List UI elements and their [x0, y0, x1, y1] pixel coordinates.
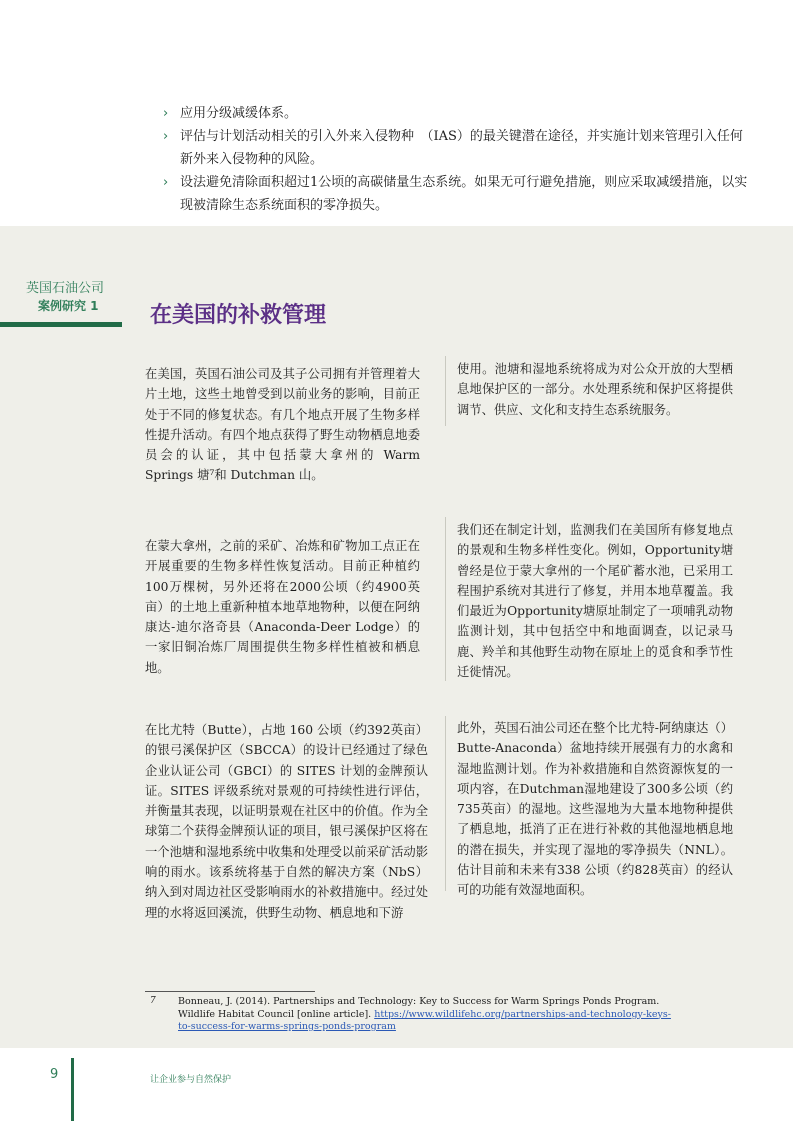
list-item [163, 171, 753, 217]
column-divider [445, 517, 446, 681]
paragraph-services: 使用。池塘和湿地系统将成为对公众开放的大型栖息地保护区的一部分。水处理系统和保护区将提供调节、供应、文化和支持生态系统服务。 [457, 362, 733, 417]
footnote [178, 996, 678, 1034]
paragraph-butte: 在比尤特（Butte），占地 160 公顷（约392英亩）的银弓溪保护区（SBCCA）的设计已经通过了绿色企业认证公司（GBCI）的 SITES 计划的金牌预认证。SITES 评级系统对景观的可持续性进行评估，并衡量其表现，以证明景观在社区中的价值。作为全球第二个获得金牌预认证的项目，银弓溪保护区将在一个池塘和湿地系统中收集和处理受以前采矿活动影响的雨水。该系统将基于自然的解决方案（NbS） 纳入到对周边社区受影响雨水的补救措施中。经过处理的水将返回溪流，供野生动物、栖息地和下游 [145, 723, 428, 920]
paragraph-us-lands: 在美国，英国石油公司及其子公司拥有并管理着大片土地，这些土地曾受到以前业务的影响，目前正处于不同的修复状态。有几个地点开展了生物多样性提升活动。有四个地点获得了野生动物栖息地委员会的认证，其中包括蒙大拿州的 Warm Springs 塘⁷和 Dutchman 山。 [145, 367, 420, 483]
footnote-text: Bonneau, J. (2014). Partnerships and Technology: Key to Success for Warm Springs Ponds Program. Wildlife Habitat Council [online article]. [178, 996, 660, 1020]
footnote-number: 7 [150, 996, 156, 1006]
list-item [163, 102, 753, 125]
footnote-rule [145, 991, 315, 992]
chevron-right-icon: › [163, 175, 169, 190]
bullet-text: 设法避免清除面积超过1公顷的高碳储量生态系统。如果无可行避免措施，则应采取减缓措施，以实现被清除生态系统面积的零净损失。 [180, 175, 748, 213]
page-number: 9 [50, 1067, 59, 1082]
footer-text: 让企业参与自然保护 [150, 1075, 232, 1085]
paragraph-montana: 在蒙大拿州，之前的采矿、冶炼和矿物加工点正在开展重要的生物多样性恢复活动。目前正种植约 100万棵树，另外还将在2000公顷（约4900英亩）的土地上重新种植本地草地物种，以便在阿纳康达-迪尔洛奇县（Anaconda-Deer Lodge）的一家旧铜冶炼厂周围提供生物多样性植被和栖息地。 [145, 539, 420, 675]
paragraph-wetlands: 此外，英国石油公司还在整个比尤特-阿纳康达（）Butte-Anaconda）盆地持续开展强有力的水禽和湿地监测计划。作为补救措施和自然资源恢复的一项内容，在Dutchman湿地建设了300多公顷（约735英亩）的湿地。这些湿地为大量本地物种提供了栖息地，抵消了正在进行补救的其他湿地栖息地的潜在损失，并实现了湿地的零净损失（NNL）。估计目前和未来有338 公顷（约828英亩）的经认可的功能有效湿地面积。 [457, 721, 733, 898]
column-divider [445, 716, 446, 891]
footnote-link[interactable]: https://www.wildlifehc.org/partnerships-and-technology-keys-to-success-for-warms-springs-ponds-program [178, 1008, 671, 1032]
list-item [163, 125, 753, 171]
footer-bar [71, 1058, 74, 1121]
company-label: 英国石油公司 [26, 281, 105, 296]
accent-bar [0, 322, 122, 327]
bullet-text: 应用分级减缓体系。 [180, 106, 298, 121]
paragraph-monitoring: 我们还在制定计划，监测我们在美国所有修复地点的景观和生物多样性变化。例如，Opportunity塘曾经是位于蒙大拿州的一个尾矿蓄水池，已采用工程围护系统对其进行了修复，并用本地草覆盖。我们最近为Opportunity塘原址制定了一项哺乳动物监测计划，其中包括空中和地面调查，以记录马鹿、羚羊和其他野生动物在原址上的觅食和季节性迁徙情况。 [457, 523, 733, 680]
page-footer [0, 1048, 793, 1121]
case-study-label: 案例研究 1 [38, 299, 99, 313]
column-divider [445, 356, 446, 426]
case-study-title: 在美国的补救管理 [150, 303, 327, 328]
chevron-right-icon: › [163, 129, 169, 144]
bullet-list [163, 102, 753, 217]
chevron-right-icon: › [163, 106, 169, 121]
bullet-text: 评估与计划活动相关的引入外来入侵物种 （IAS）的最关键潜在途径，并实施计划来管理引入任何新外来入侵物种的风险。 [180, 129, 743, 167]
